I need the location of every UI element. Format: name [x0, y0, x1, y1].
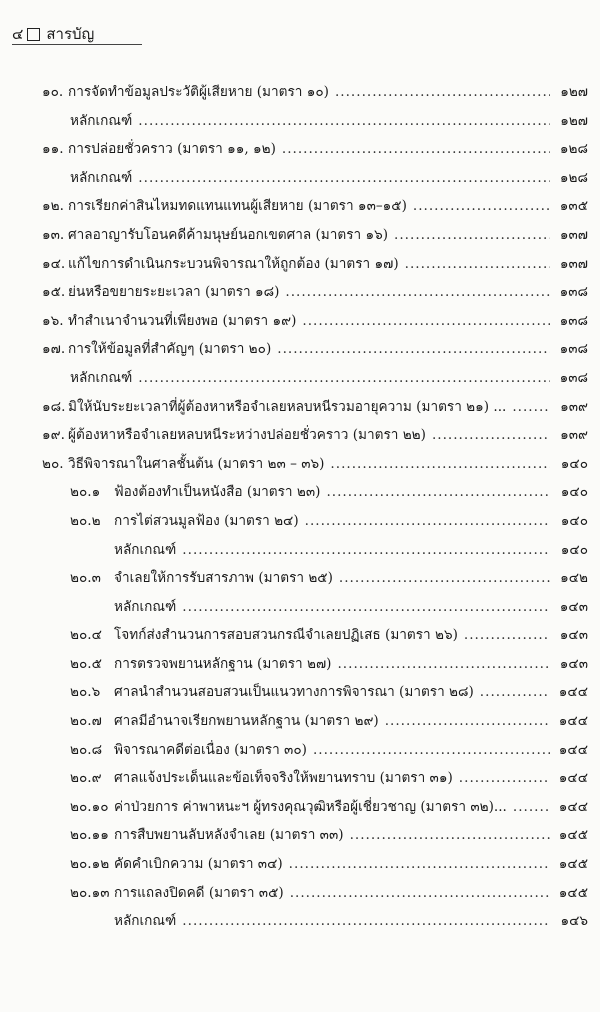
dot-leader — [385, 707, 550, 736]
toc-entry-page: ๑๓๗ — [559, 226, 588, 243]
toc-entry-page: ๑๔๐ — [560, 455, 588, 472]
toc-entry-page: ๑๒๗ — [560, 84, 588, 100]
dot-leader — [302, 307, 550, 336]
toc-entry-title: การปล่อยชั่วคราว (มาตรา ๑๑, ๑๒) — [68, 141, 276, 158]
toc-entry-page: ๑๓๘ — [559, 369, 588, 386]
toc-entry — [0, 250, 600, 279]
toc-entry-page: ๑๓๘ — [559, 312, 588, 329]
dot-leader — [405, 250, 550, 279]
toc-entry-label — [42, 192, 550, 221]
toc-entry-label — [42, 307, 550, 336]
toc-entry-title: ศาลแจ้งประเด็นและข้อเท็จจริงให้พยานทราบ (มาตรา ๓๑) — [114, 770, 453, 787]
toc-entry-number: ๒๐.๓ — [70, 570, 101, 587]
toc-entry — [0, 164, 600, 193]
toc-entry-title: การแถลงปิดคดี (มาตรา ๓๕) — [114, 884, 284, 901]
toc-entry-page: ๑๔๕ — [558, 827, 588, 844]
toc-entry — [0, 793, 600, 822]
toc-entry-number: ๑๘. — [42, 398, 66, 415]
toc-entry-title: แก้ไขการดำเนินกระบวนพิจารณาให้ถูกต้อง (มาตรา ๑๗) — [68, 255, 399, 272]
toc-entry-page: ๑๔๔ — [558, 770, 588, 787]
toc-entry — [0, 564, 600, 593]
toc-entry-number: ๒๐.๖ — [70, 684, 101, 701]
toc-entry — [0, 107, 600, 136]
dot-leader — [277, 335, 550, 364]
dot-leader — [513, 793, 550, 822]
toc-entry-page: ๑๔๖ — [560, 913, 588, 930]
toc-entry-title: มิให้นับระยะเวลาที่ผู้ต้องหาหรือจำเลยหลบหนีรวมอายุความ (มาตรา ๒๑) ... — [68, 398, 507, 415]
toc-entry-page: ๑๔๐ — [560, 512, 588, 529]
toc-entry-label — [114, 593, 550, 622]
dot-leader — [138, 164, 550, 193]
toc-entry-label — [70, 678, 550, 707]
toc-entry-page: ๑๒๗ — [560, 112, 588, 129]
toc-entry-title: การไต่สวนมูลฟ้อง (มาตรา ๒๔) — [114, 512, 299, 529]
toc-entry-title: วิธีพิจารณาในศาลชั้นต้น (มาตรา ๒๓ – ๓๖) — [68, 455, 325, 472]
toc-entry — [0, 278, 600, 307]
toc-entry-title: คัดคำเบิกความ (มาตรา ๓๔) — [114, 856, 283, 873]
dot-leader — [337, 650, 550, 679]
toc-entry-number: ๒๐.๑๓ — [70, 884, 110, 901]
toc-entry-label — [70, 507, 550, 536]
toc-entry-title: ผู้ต้องหาหรือจำเลยหลบหนีระหว่างปล่อยชั่วคราว (มาตรา ๒๒) — [68, 427, 426, 444]
toc-entry-number: ๑๙. — [42, 427, 65, 444]
toc-entry-page: ๑๓๘ — [559, 284, 588, 301]
dot-leader — [290, 879, 550, 908]
toc-entry-title: ศาลมีอำนาจเรียกพยานหลักฐาน (มาตรา ๒๙) — [114, 713, 379, 730]
toc-entry-title: การจัดทำข้อมูลประวัติผู้เสียหาย (มาตรา ๑๐) — [68, 84, 329, 100]
toc-entry-number: ๒๐.๒ — [70, 512, 101, 529]
toc-entry-page: ๑๔๔ — [558, 741, 588, 758]
toc-entry-number: ๑๖. — [42, 312, 64, 329]
toc-entry-title: ทำสำเนาจำนวนที่เพียงพอ (มาตรา ๑๙) — [68, 312, 297, 329]
toc-entry-number: ๒๐.๙ — [70, 770, 102, 787]
toc-entry-number: ๑๐. — [42, 84, 64, 100]
toc-entry — [0, 850, 600, 879]
toc-entry-label — [70, 478, 550, 507]
square-bullet-icon — [27, 28, 40, 41]
toc-entry-page: ๑๔๔ — [558, 713, 588, 730]
toc-entry-title: การสืบพยานลับหลังจำเลย (มาตรา ๓๓) — [114, 827, 344, 844]
toc-entry-number: ๑๒. — [42, 198, 64, 215]
toc-entry — [0, 736, 600, 765]
toc-entry-page: ๑๒๘ — [559, 141, 588, 158]
dot-leader — [182, 593, 550, 622]
toc-entry — [0, 335, 600, 364]
toc-entry-label — [42, 78, 550, 107]
toc-entry-number: ๒๐.๗ — [70, 713, 102, 730]
toc-entry — [0, 621, 600, 650]
toc-entry-page: ๑๔๐ — [560, 484, 588, 501]
toc-entry-label — [42, 250, 550, 279]
toc-entry — [0, 192, 600, 221]
dot-leader — [138, 107, 550, 136]
toc-entry — [0, 78, 600, 107]
toc-entry-number: ๒๐.๔ — [70, 627, 102, 644]
toc-entry-number: ๒๐.๘ — [70, 741, 103, 758]
toc-entry — [0, 536, 600, 565]
toc-entry — [0, 507, 600, 536]
toc-entry-label — [42, 421, 550, 450]
toc-entry-number: ๒๐.๑๐ — [70, 798, 109, 815]
toc-entry-title: หลักเกณฑ์ — [114, 598, 177, 615]
toc-entry-label — [70, 564, 550, 593]
toc-entry-title: โจทก์ส่งสำนวนการสอบสวนกรณีจำเลยปฏิเสธ (มาตรา ๒๖) — [114, 627, 458, 644]
toc-entry-number: ๑๓. — [42, 226, 65, 243]
toc-entry-title: ฟ้องต้องทำเป็นหนังสือ (มาตรา ๒๓) — [114, 484, 321, 501]
toc-entry-page: ๑๒๘ — [559, 169, 588, 186]
dot-leader — [512, 393, 550, 422]
toc-entry-page: ๑๔๕ — [558, 884, 588, 901]
toc-entry-page: ๑๔๓ — [559, 655, 588, 672]
toc-entry — [0, 650, 600, 679]
toc-entry-title: ศาลอาญารับโอนคดีค้ามนุษย์นอกเขตศาล (มาตรา ๑๖) — [68, 226, 389, 243]
dot-leader — [285, 278, 550, 307]
dot-leader — [330, 450, 550, 479]
toc-entry-page: ๑๔๔ — [558, 684, 588, 701]
page-number: ๔ — [12, 25, 24, 43]
toc-entry — [0, 364, 600, 393]
toc-entry-title: ค่าป่วยการ ค่าพาหนะฯ ผู้ทรงคุณวุฒิหรือผู้เชี่ยวชาญ (มาตรา ๓๒)... — [114, 798, 507, 815]
toc-entry — [0, 135, 600, 164]
toc-entry-label — [70, 107, 550, 136]
toc-entry — [0, 221, 600, 250]
header-rule — [12, 44, 142, 45]
toc-entry-label — [70, 364, 550, 393]
toc-entry-page: ๑๔๔ — [558, 798, 588, 815]
toc-entry-number: ๑๑. — [42, 141, 64, 158]
dot-leader — [326, 478, 550, 507]
dot-leader — [459, 764, 550, 793]
dot-leader — [138, 364, 550, 393]
page-title: สารบัญ — [46, 25, 95, 43]
dot-leader — [339, 564, 550, 593]
page-header — [12, 22, 94, 46]
toc-entry — [0, 307, 600, 336]
toc-entry-label — [114, 907, 550, 936]
toc-entry-label — [42, 221, 550, 250]
toc-entry-title: ย่นหรือขยายระยะเวลา (มาตรา ๑๘) — [68, 284, 280, 301]
dot-leader — [313, 736, 550, 765]
toc-entry-page: ๑๔๓ — [559, 598, 588, 615]
dot-leader — [464, 621, 550, 650]
dot-leader — [182, 536, 550, 565]
toc-entry — [0, 450, 600, 479]
toc-entry-title: หลักเกณฑ์ — [114, 913, 177, 930]
toc-entry-number: ๒๐.๑๑ — [70, 827, 109, 844]
toc-entry-label — [70, 764, 550, 793]
toc-entry-label — [42, 393, 550, 422]
toc-entry — [0, 678, 600, 707]
toc-entry-page: ๑๓๙ — [560, 427, 588, 444]
toc-entry-page: ๑๔๐ — [560, 541, 588, 558]
toc-entry-number: ๒๐.๕ — [70, 655, 102, 672]
toc-entry-title: หลักเกณฑ์ — [114, 541, 177, 558]
toc-entry-page: ๑๔๒ — [560, 570, 588, 587]
toc-entry-number: ๒๐.๑๒ — [70, 856, 110, 873]
toc-entry-label — [70, 707, 550, 736]
toc-entry-label — [70, 650, 550, 679]
toc-entry-title: หลักเกณฑ์ — [70, 169, 133, 186]
toc-entry-title: การให้ข้อมูลที่สำคัญๆ (มาตรา ๒๐) — [68, 341, 272, 358]
dot-leader — [282, 135, 550, 164]
toc-entry-label — [42, 278, 550, 307]
toc-entry-title: การเรียกค่าสินไหมทดแทนแทนผู้เสียหาย (มาตรา ๑๓–๑๕) — [68, 198, 407, 215]
toc-entry-label — [70, 621, 550, 650]
toc-entry-label — [42, 335, 550, 364]
toc-entry-label — [114, 536, 550, 565]
toc-entry — [0, 393, 600, 422]
toc-entry-number: ๒๐.๑ — [70, 484, 101, 501]
toc-entry-page: ๑๓๘ — [559, 341, 588, 358]
toc-entry-number: ๑๕. — [42, 284, 66, 301]
toc-entry-number: ๒๐. — [42, 455, 64, 472]
toc-entry — [0, 879, 600, 908]
toc-entry-number: ๑๔. — [42, 255, 66, 272]
toc-entry-title: ศาลนำสำนวนสอบสวนเป็นแนวทางการพิจารณา (มาตรา ๒๘) — [114, 684, 474, 701]
table-of-contents — [0, 78, 600, 936]
toc-entry-title: หลักเกณฑ์ — [70, 369, 133, 386]
dot-leader — [480, 678, 550, 707]
dot-leader — [394, 221, 550, 250]
toc-entry-title: หลักเกณฑ์ — [70, 112, 133, 129]
dot-leader — [305, 507, 550, 536]
toc-entry-page: ๑๔๕ — [558, 856, 588, 873]
toc-entry — [0, 821, 600, 850]
toc-entry-page: ๑๔๓ — [559, 627, 588, 644]
dot-leader — [289, 850, 550, 879]
toc-entry-label — [42, 450, 550, 479]
toc-entry — [0, 907, 600, 936]
toc-entry — [0, 478, 600, 507]
toc-entry — [0, 764, 600, 793]
toc-entry — [0, 707, 600, 736]
toc-entry-label — [70, 850, 550, 879]
toc-entry-label — [70, 821, 550, 850]
toc-entry-title: จำเลยให้การรับสารภาพ (มาตรา ๒๕) — [114, 570, 333, 587]
dot-leader — [413, 192, 550, 221]
dot-leader — [335, 78, 550, 107]
toc-entry-title: การตรวจพยานหลักฐาน (มาตรา ๒๗) — [114, 655, 332, 672]
toc-entry-label — [70, 736, 550, 765]
toc-entry-page: ๑๓๕ — [559, 198, 588, 215]
toc-entry-label — [70, 879, 550, 908]
toc-entry-title: พิจารณาคดีต่อเนื่อง (มาตรา ๓๐) — [114, 741, 307, 758]
toc-entry-page: ๑๓๗ — [559, 255, 588, 272]
dot-leader — [350, 821, 550, 850]
toc-entry-label — [70, 164, 550, 193]
dot-leader — [432, 421, 550, 450]
dot-leader — [182, 907, 550, 936]
toc-entry-number: ๑๗. — [42, 341, 66, 358]
toc-entry-label — [42, 135, 550, 164]
toc-entry-page: ๑๓๙ — [560, 398, 588, 415]
toc-entry — [0, 593, 600, 622]
toc-entry-label — [70, 793, 550, 822]
toc-entry — [0, 421, 600, 450]
